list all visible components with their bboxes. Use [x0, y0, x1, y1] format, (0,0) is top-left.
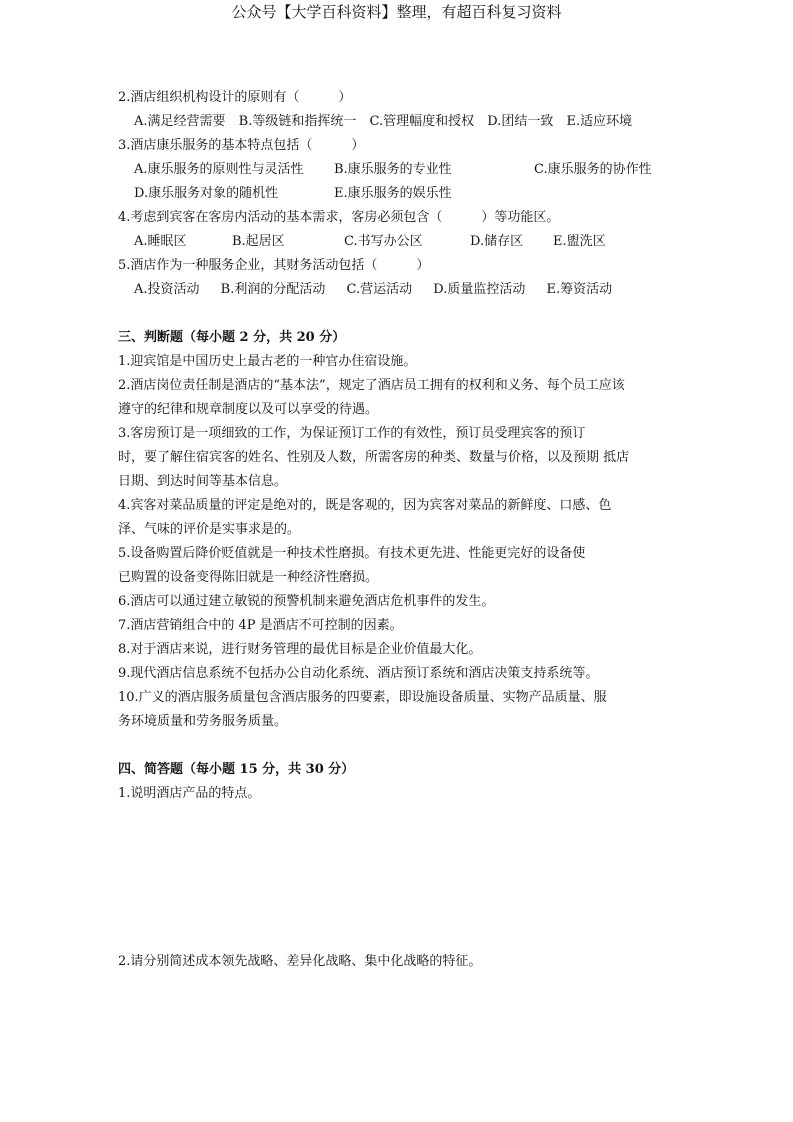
option: C.康乐服务的协作性 [534, 162, 652, 177]
option: A.投资活动 [134, 282, 200, 297]
option: E.盥洗区 [553, 234, 606, 249]
option: A.睡眠区 [134, 234, 187, 249]
option: C.营运活动 [346, 282, 413, 297]
question-3: 3.酒店康乐服务的基本特点包括（ ） [118, 138, 365, 153]
option: E.适应环境 [566, 114, 633, 129]
option: A.满足经营需要 [134, 114, 226, 129]
question-3-options-row2 [118, 182, 698, 206]
option: D.康乐服务对象的随机性 [134, 186, 279, 201]
judge-line: 1.迎宾馆是中国历史上最古老的一种官办住宿设施。 [118, 354, 417, 369]
judge-line: 5.设备购置后降价贬值就是一种技术性磨损。有技术更先进、性能更完好的设备使 [118, 546, 586, 561]
judge-line: 3.客房预订是一项细致的工作，为保证预订工作的有效性，预订员受理宾客的预订 [118, 426, 586, 441]
option: B.利润的分配活动 [220, 282, 326, 297]
section-title-short-answer: 四、简答题（每小题 15 分，共 30 分） [118, 762, 355, 777]
section-title-judge: 三、判断题（每小题 2 分，共 20 分） [118, 330, 346, 345]
judge-line: 时，要了解住宿宾客的姓名、性别及人数，所需客房的种类、数量与价格，以及预期 抵店 [118, 450, 630, 465]
question-2: 2.酒店组织机构设计的原则有（ ） [118, 90, 352, 105]
option: C.书写办公区 [344, 234, 423, 249]
judge-line: 已购置的设备变得陈旧就是一种经济性磨损。 [118, 570, 379, 585]
option: E.筹资活动 [546, 282, 613, 297]
option: B.康乐服务的专业性 [334, 162, 452, 177]
option: B.起居区 [232, 234, 285, 249]
judge-line: 泽、气味的评价是实事求是的。 [118, 522, 301, 537]
judge-line: 7.酒店营销组合中的 4P 是酒店不可控制的因素。 [118, 618, 403, 633]
option: D.团结一致 [487, 114, 554, 129]
option: B.等级链和指挥统一 [238, 114, 357, 129]
question-2-options [118, 110, 698, 134]
page-header: 公众号【大学百科资料】整理，有超百科复习资料 [231, 3, 562, 21]
question-5: 5.酒店作为一种服务企业，其财务活动包括（ ） [118, 258, 430, 273]
judge-line: 8.对于酒店来说，进行财务管理的最优目标是企业价值最大化。 [118, 642, 482, 657]
question-5-options [118, 278, 698, 302]
question-4: 4.考虑到宾客在客房内活动的基本需求，客房必须包含（ ）等功能区。 [118, 210, 560, 225]
option: C.管理幅度和授权 [369, 114, 475, 129]
answer-space [118, 806, 698, 950]
option: D.质量监控活动 [433, 282, 526, 297]
option: D.储存区 [470, 234, 524, 249]
question-3-options-row1 [118, 158, 698, 182]
question-4-options [118, 230, 698, 254]
judge-list [118, 350, 698, 734]
exam-content [118, 86, 698, 974]
judge-line: 务环境质量和劳务服务质量。 [118, 714, 288, 729]
judge-line: 2.酒店岗位责任制是酒店的“基本法”，规定了酒店员工拥有的权利和义务、每个员工应该 [118, 378, 625, 393]
judge-line: 4.宾客对菜品质量的评定是绝对的，既是客观的，因为宾客对菜品的新鲜度、口感、色 [118, 498, 612, 513]
short-question-1: 1.说明酒店产品的特点。 [118, 786, 261, 801]
judge-line: 10.广义的酒店服务质量包含酒店服务的四要素，即设施设备质量、实物产品质量、服 [118, 690, 607, 705]
short-question-2: 2.请分别简述成本领先战略、差异化战略、集中化战略的特征。 [118, 954, 482, 969]
judge-line: 遵守的纪律和规章制度以及可以享受的待遇。 [118, 402, 379, 417]
judge-line: 9.现代酒店信息系统不包括办公自动化系统、酒店预订系统和酒店决策支持系统等。 [118, 666, 599, 681]
judge-line: 6.酒店可以通过建立敏锐的预警机制来避免酒店危机事件的发生。 [118, 594, 495, 609]
option: A.康乐服务的原则性与灵活性 [134, 162, 304, 177]
judge-line: 日期、到达时间等基本信息。 [118, 474, 288, 489]
option: E.康乐服务的娱乐性 [334, 186, 452, 201]
